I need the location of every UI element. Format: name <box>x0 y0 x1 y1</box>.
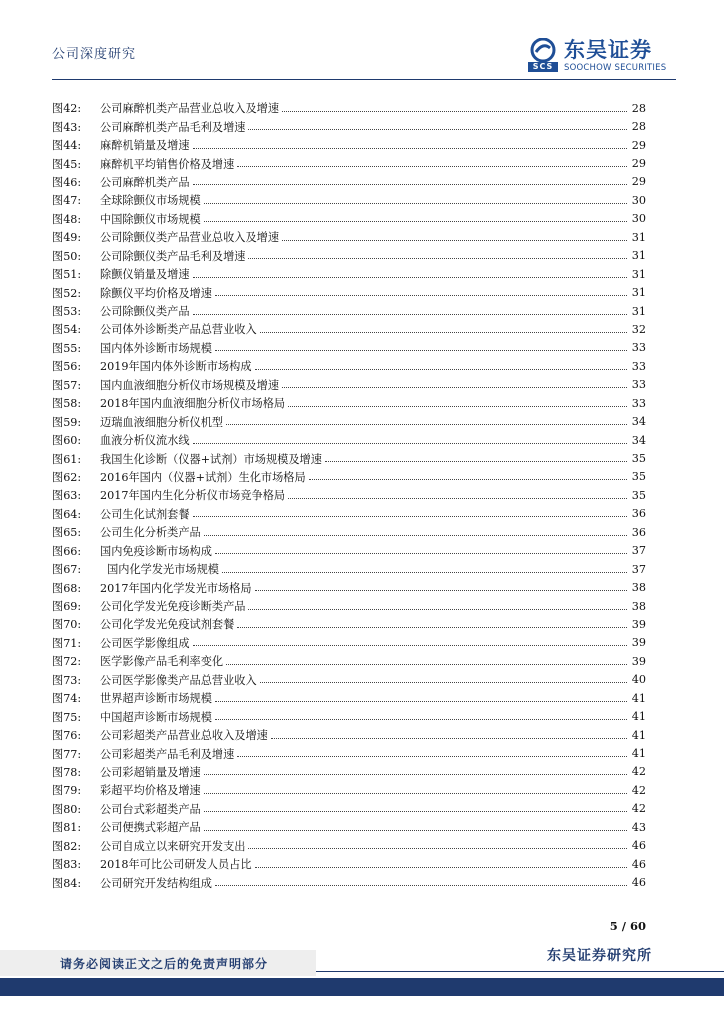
toc-entry-title <box>52 358 252 374</box>
toc-figure-label: 图43: <box>52 120 82 134</box>
toc-row[interactable] <box>52 265 646 283</box>
toc-row[interactable] <box>52 542 646 560</box>
toc-figure-title: 公司麻醉机类产品毛利及增速 <box>100 120 246 134</box>
toc-leader-dots <box>237 627 627 628</box>
toc-entry-title <box>52 248 245 264</box>
toc-figure-label: 图42: <box>52 102 82 116</box>
toc-page-number: 46 <box>631 876 646 890</box>
toc-page-number: 35 <box>631 452 646 466</box>
toc-figure-label: 图68: <box>52 581 82 595</box>
toc-row[interactable] <box>52 468 646 486</box>
toc-leader-dots <box>325 461 627 462</box>
toc-page-number: 43 <box>631 820 646 834</box>
toc-page-number: 39 <box>631 617 646 631</box>
toc-leader-dots <box>215 553 627 554</box>
footer-disclaimer: 请务必阅读正文之后的免责声明部分 <box>60 957 269 971</box>
toc-entry-title <box>52 598 245 614</box>
toc-row[interactable] <box>52 523 646 541</box>
logo-mark-icon <box>528 38 558 62</box>
toc-figure-label: 图58: <box>52 397 82 411</box>
toc-page-number: 46 <box>631 839 646 853</box>
toc-figure-label: 图56: <box>52 360 82 374</box>
toc-row[interactable] <box>52 707 646 725</box>
toc-figure-title: 公司研究开发结构组成 <box>100 876 212 890</box>
toc-page-number: 42 <box>631 802 646 816</box>
toc-figure-title: 公司彩超类产品营业总收入及增速 <box>100 729 268 743</box>
toc-entry-title <box>52 192 201 208</box>
toc-entry-title <box>52 635 190 651</box>
company-logo <box>528 38 678 76</box>
toc-figure-label: 图49: <box>52 231 82 245</box>
toc-figure-label: 图48: <box>52 212 82 226</box>
toc-entry-title <box>52 137 190 153</box>
toc-leader-dots <box>215 701 627 702</box>
toc-leader-dots <box>282 387 627 388</box>
toc-page-number: 41 <box>631 710 646 724</box>
toc-figure-title: 公司除颤仪类产品营业总收入及增速 <box>100 231 280 245</box>
toc-figure-title: 除颤仪平均价格及增速 <box>100 286 212 300</box>
toc-row[interactable] <box>52 431 646 449</box>
toc-figure-label: 图50: <box>52 249 82 263</box>
toc-page-number: 30 <box>631 212 646 226</box>
toc-entry-title <box>52 119 245 135</box>
toc-entry-title <box>52 156 234 172</box>
toc-page-number: 46 <box>631 857 646 871</box>
toc-row[interactable] <box>52 117 646 135</box>
toc-page-number: 40 <box>631 673 646 687</box>
logo-english-name: SOOCHOW SECURITIES <box>564 63 667 73</box>
toc-row[interactable] <box>52 818 646 836</box>
toc-figure-label: 图77: <box>52 747 82 761</box>
toc-figure-label: 图76: <box>52 729 82 743</box>
toc-leader-dots <box>248 609 627 610</box>
toc-figure-label: 图54: <box>52 323 82 337</box>
toc-row[interactable] <box>52 744 646 762</box>
toc-leader-dots <box>204 221 627 222</box>
toc-figure-title: 公司体外诊断类产品总营业收入 <box>100 323 257 337</box>
toc-row[interactable] <box>52 154 646 172</box>
toc-entry-title <box>52 875 212 891</box>
toc-entry-title <box>52 580 252 596</box>
toc-leader-dots <box>215 885 627 886</box>
toc-leader-dots <box>282 111 627 112</box>
toc-leader-dots <box>248 258 627 259</box>
toc-row[interactable] <box>52 855 646 873</box>
toc-figure-title: 世界超声诊断市场规模 <box>100 692 212 706</box>
toc-page-number: 31 <box>631 230 646 244</box>
toc-figure-title: 公司生化试剂套餐 <box>100 507 190 521</box>
toc-entry-title <box>52 746 234 762</box>
toc-row[interactable] <box>52 210 646 228</box>
toc-figure-title: 公司生化分析类产品 <box>100 526 201 540</box>
toc-leader-dots <box>260 682 627 683</box>
toc-figure-title: 公司除颤仪类产品毛利及增速 <box>100 249 246 263</box>
toc-entry-title <box>52 543 212 559</box>
toc-page-number: 39 <box>631 654 646 668</box>
toc-page-number: 33 <box>631 359 646 373</box>
toc-figure-title: 国内化学发光市场规模 <box>100 563 219 577</box>
toc-figure-title: 2017年国内化学发光市场格局 <box>100 581 252 595</box>
toc-figure-label: 图72: <box>52 655 82 669</box>
toc-leader-dots <box>204 811 627 812</box>
toc-row[interactable] <box>52 247 646 265</box>
toc-row[interactable] <box>52 837 646 855</box>
toc-entry-title <box>52 414 223 430</box>
toc-figure-label: 图47: <box>52 194 82 208</box>
toc-figure-title: 国内血液细胞分析仪市场规模及增速 <box>100 378 280 392</box>
toc-leader-dots <box>237 166 627 167</box>
toc-figure-title: 迈瑞血液细胞分析仪机型 <box>100 415 224 429</box>
toc-page-number: 34 <box>631 433 646 447</box>
toc-leader-dots <box>204 830 627 831</box>
toc-page-number: 41 <box>631 728 646 742</box>
toc-figure-label: 图55: <box>52 341 82 355</box>
toc-entry-title <box>52 561 219 577</box>
toc-page-number: 38 <box>631 581 646 595</box>
toc-row[interactable] <box>52 320 646 338</box>
figure-list <box>52 99 646 892</box>
toc-figure-title: 2019年国内体外诊断市场构成 <box>100 360 252 374</box>
toc-figure-label: 图81: <box>52 821 82 835</box>
toc-page-number: 42 <box>631 765 646 779</box>
toc-page-number: 30 <box>631 193 646 207</box>
toc-page-number: 36 <box>631 507 646 521</box>
toc-row[interactable] <box>52 689 646 707</box>
toc-row[interactable] <box>52 597 646 615</box>
toc-row[interactable] <box>52 412 646 430</box>
toc-page-number: 33 <box>631 378 646 392</box>
toc-figure-label: 图59: <box>52 415 82 429</box>
toc-entry-title <box>52 395 285 411</box>
toc-row[interactable] <box>52 505 646 523</box>
toc-entry-title <box>52 266 190 282</box>
toc-page-number: 39 <box>631 636 646 650</box>
toc-leader-dots <box>204 774 627 775</box>
toc-row[interactable] <box>52 173 646 191</box>
toc-page-number: 37 <box>631 544 646 558</box>
toc-figure-label: 图73: <box>52 673 82 687</box>
toc-figure-title: 除颤仪销量及增速 <box>100 268 190 282</box>
toc-entry-title <box>52 174 190 190</box>
toc-figure-title: 2018年国内血液细胞分析仪市场格局 <box>100 397 286 411</box>
toc-entry-title <box>52 764 201 780</box>
toc-entry-title <box>52 432 190 448</box>
toc-row[interactable] <box>52 376 646 394</box>
toc-figure-title: 公司台式彩超类产品 <box>100 802 201 816</box>
toc-figure-title: 中国超声诊断市场规模 <box>100 710 212 724</box>
toc-row[interactable] <box>52 615 646 633</box>
toc-figure-title: 2018年可比公司研发人员占比 <box>100 858 252 872</box>
toc-figure-title: 公司化学发光免疫试剂套餐 <box>100 618 235 632</box>
toc-row[interactable] <box>52 283 646 301</box>
footer-organization: 东吴证券研究所 <box>547 948 652 964</box>
toc-page-number: 36 <box>631 525 646 539</box>
toc-figure-label: 图64: <box>52 507 82 521</box>
toc-entry-title <box>52 285 212 301</box>
toc-entry-title <box>52 303 190 319</box>
toc-figure-title: 公司医学影像组成 <box>100 636 190 650</box>
toc-figure-label: 图61: <box>52 452 82 466</box>
toc-leader-dots <box>288 406 627 407</box>
toc-figure-title: 公司麻醉机类产品营业总收入及增速 <box>100 102 280 116</box>
logo-mark-text: SCS <box>528 62 558 72</box>
toc-row[interactable] <box>52 873 646 891</box>
toc-figure-title: 公司除颤仪类产品 <box>100 305 190 319</box>
toc-leader-dots <box>248 129 627 130</box>
toc-figure-label: 图67: <box>52 563 82 577</box>
toc-row[interactable] <box>52 560 646 578</box>
toc-figure-label: 图80: <box>52 802 82 816</box>
toc-figure-title: 2016年国内（仪器+试剂）生化市场格局 <box>100 470 306 484</box>
toc-row[interactable] <box>52 191 646 209</box>
toc-figure-label: 图79: <box>52 784 82 798</box>
toc-figure-label: 图63: <box>52 489 82 503</box>
toc-figure-label: 图46: <box>52 175 82 189</box>
toc-row[interactable] <box>52 578 646 596</box>
toc-entry-title <box>52 838 245 854</box>
toc-leader-dots <box>193 148 627 149</box>
toc-row[interactable] <box>52 763 646 781</box>
toc-figure-title: 血液分析仪流水线 <box>100 434 190 448</box>
toc-leader-dots <box>226 664 627 665</box>
toc-entry-title <box>52 653 223 669</box>
toc-leader-dots <box>193 443 627 444</box>
toc-entry-title <box>52 451 322 467</box>
toc-leader-dots <box>215 719 627 720</box>
toc-row[interactable] <box>52 394 646 412</box>
toc-figure-title: 公司医学影像类产品总营业收入 <box>100 673 257 687</box>
toc-entry-title <box>52 819 201 835</box>
toc-row[interactable] <box>52 449 646 467</box>
toc-page-number: 33 <box>631 396 646 410</box>
toc-page-number: 41 <box>631 691 646 705</box>
toc-page-number: 35 <box>631 488 646 502</box>
toc-figure-title: 全球除颤仪市场规模 <box>100 194 201 208</box>
toc-figure-label: 图65: <box>52 526 82 540</box>
toc-row[interactable] <box>52 671 646 689</box>
toc-page-number: 35 <box>631 470 646 484</box>
logo-chinese-name: 东吴证券 <box>564 38 652 62</box>
toc-entry-title <box>52 727 268 743</box>
toc-entry-title <box>52 377 279 393</box>
toc-row[interactable] <box>52 136 646 154</box>
toc-figure-title: 公司彩超销量及增速 <box>100 765 201 779</box>
toc-row[interactable] <box>52 357 646 375</box>
toc-leader-dots <box>309 479 627 480</box>
toc-figure-title: 2017年国内生化分析仪市场竞争格局 <box>100 489 286 503</box>
toc-leader-dots <box>204 793 627 794</box>
toc-page-number: 29 <box>631 138 646 152</box>
toc-row[interactable] <box>52 486 646 504</box>
toc-figure-label: 图52: <box>52 286 82 300</box>
toc-figure-title: 麻醉机销量及增速 <box>100 139 190 153</box>
toc-figure-label: 图70: <box>52 618 82 632</box>
toc-figure-title: 国内体外诊断市场规模 <box>100 341 212 355</box>
toc-figure-label: 图69: <box>52 600 82 614</box>
toc-figure-label: 图45: <box>52 157 82 171</box>
toc-entry-title <box>52 524 201 540</box>
toc-row[interactable] <box>52 726 646 744</box>
toc-page-number: 31 <box>631 304 646 318</box>
toc-entry-title <box>52 801 201 817</box>
toc-figure-title: 公司化学发光免疫诊断类产品 <box>100 600 246 614</box>
toc-figure-label: 图78: <box>52 765 82 779</box>
toc-leader-dots <box>193 184 627 185</box>
toc-page-number: 38 <box>631 599 646 613</box>
toc-entry-title <box>52 487 285 503</box>
toc-entry-title <box>52 321 257 337</box>
toc-row[interactable] <box>52 652 646 670</box>
toc-leader-dots <box>193 314 627 315</box>
toc-figure-label: 图44: <box>52 139 82 153</box>
toc-figure-label: 图60: <box>52 434 82 448</box>
toc-figure-label: 图74: <box>52 692 82 706</box>
toc-figure-title: 我国生化诊断（仪器+试剂）市场规模及增速 <box>100 452 322 466</box>
report-type-title: 公司深度研究 <box>52 47 137 62</box>
toc-leader-dots <box>226 424 627 425</box>
toc-leader-dots <box>204 203 627 204</box>
toc-entry-title <box>52 782 201 798</box>
toc-leader-dots <box>248 848 627 849</box>
toc-row[interactable] <box>52 228 646 246</box>
toc-leader-dots <box>237 756 627 757</box>
toc-entry-title <box>52 469 306 485</box>
toc-leader-dots <box>193 645 627 646</box>
toc-figure-title: 国内免疫诊断市场构成 <box>100 544 212 558</box>
toc-leader-dots <box>193 516 627 517</box>
footer-divider <box>316 971 724 972</box>
toc-entry-title <box>52 506 190 522</box>
toc-figure-label: 图51: <box>52 268 82 282</box>
toc-page-number: 37 <box>631 562 646 576</box>
toc-page-number: 29 <box>631 175 646 189</box>
toc-leader-dots <box>271 738 627 739</box>
toc-leader-dots <box>204 535 627 536</box>
toc-page-number: 31 <box>631 249 646 263</box>
toc-page-number: 28 <box>631 120 646 134</box>
toc-figure-label: 图82: <box>52 839 82 853</box>
toc-page-number: 33 <box>631 341 646 355</box>
toc-figure-title: 公司便携式彩超产品 <box>100 821 201 835</box>
toc-leader-dots <box>282 240 627 241</box>
header-divider <box>52 79 676 80</box>
toc-figure-label: 图57: <box>52 378 82 392</box>
page-number: 5 / 60 <box>609 919 646 933</box>
toc-entry-title <box>52 709 212 725</box>
toc-leader-dots <box>255 369 627 370</box>
toc-entry-title <box>52 340 212 356</box>
toc-figure-title: 彩超平均价格及增速 <box>100 784 201 798</box>
toc-leader-dots <box>215 295 627 296</box>
toc-row[interactable] <box>52 800 646 818</box>
toc-page-number: 34 <box>631 415 646 429</box>
toc-figure-title: 公司彩超类产品毛利及增速 <box>100 747 235 761</box>
toc-page-number: 32 <box>631 322 646 336</box>
toc-leader-dots <box>193 277 627 278</box>
toc-figure-title: 医学影像产品毛利率变化 <box>100 655 224 669</box>
toc-row[interactable] <box>52 99 646 117</box>
toc-page-number: 31 <box>631 267 646 281</box>
toc-entry-title <box>52 100 279 116</box>
toc-figure-title: 麻醉机平均销售价格及增速 <box>100 157 235 171</box>
toc-entry-title <box>52 672 257 688</box>
toc-leader-dots <box>255 590 627 591</box>
toc-row[interactable] <box>52 339 646 357</box>
footer-band <box>0 978 724 996</box>
toc-page-number: 29 <box>631 157 646 171</box>
toc-leader-dots <box>215 350 627 351</box>
toc-figure-label: 图83: <box>52 858 82 872</box>
toc-row[interactable] <box>52 302 646 320</box>
toc-figure-label: 图53: <box>52 305 82 319</box>
toc-figure-title: 公司自成立以来研究开发支出 <box>100 839 246 853</box>
toc-figure-label: 图75: <box>52 710 82 724</box>
toc-figure-title: 中国除颤仪市场规模 <box>100 212 201 226</box>
toc-page-number: 41 <box>631 747 646 761</box>
toc-row[interactable] <box>52 781 646 799</box>
toc-entry-title <box>52 211 201 227</box>
toc-leader-dots <box>222 572 627 573</box>
toc-page-number: 42 <box>631 783 646 797</box>
toc-figure-label: 图66: <box>52 544 82 558</box>
toc-leader-dots <box>288 498 627 499</box>
toc-entry-title <box>52 229 279 245</box>
toc-figure-label: 图84: <box>52 876 82 890</box>
toc-leader-dots <box>260 332 627 333</box>
toc-entry-title <box>52 856 252 872</box>
toc-entry-title <box>52 616 234 632</box>
toc-leader-dots <box>255 867 627 868</box>
toc-figure-title: 公司麻醉机类产品 <box>100 175 190 189</box>
toc-page-number: 31 <box>631 286 646 300</box>
toc-row[interactable] <box>52 634 646 652</box>
toc-figure-label: 图62: <box>52 470 82 484</box>
toc-page-number: 28 <box>631 101 646 115</box>
toc-entry-title <box>52 690 212 706</box>
toc-figure-label: 图71: <box>52 636 82 650</box>
